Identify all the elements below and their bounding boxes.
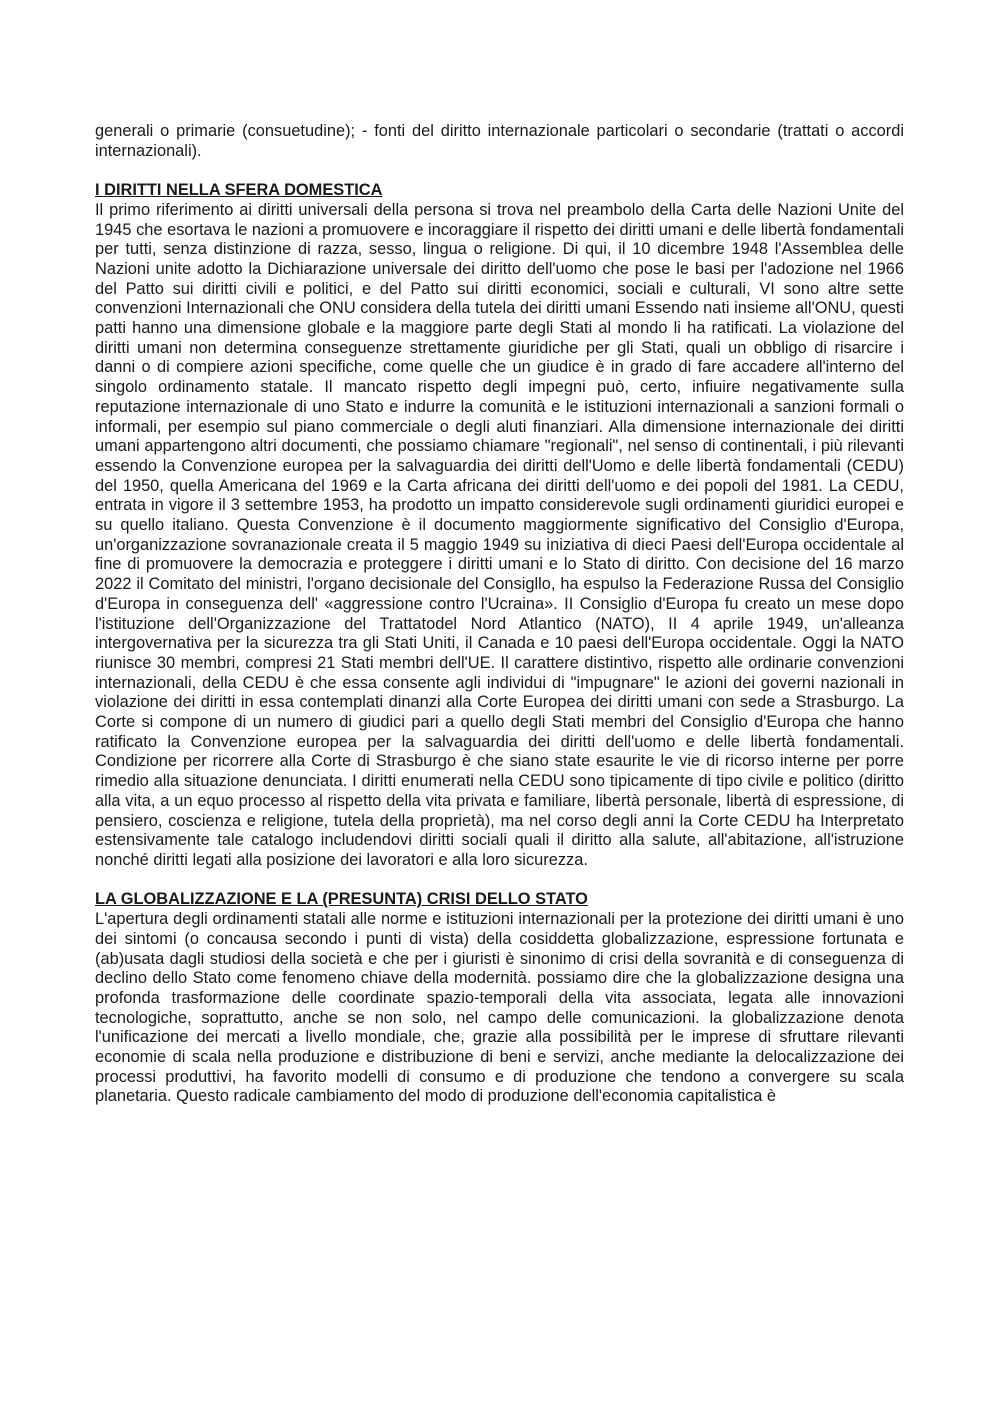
intro-paragraph: generali o primarie (consuetudine); - fonti del diritto internazionale particolari o secondarie (trattati o accordi internazionali). bbox=[95, 122, 904, 160]
section-heading-globalizzazione: LA GLOBALIZZAZIONE E LA (PRESUNTA) CRISI DELLO STATO bbox=[95, 890, 588, 909]
section-body-globalizzazione: L'apertura degli ordinamenti statali alle norme e istituzioni internazionali per la protezione dei diritti umani è uno dei sintomi (o concausa secondo i punti di vista) della cosiddetta globalizzazione, espressione fortunata e (ab)usata dagli studiosi della società e che per i giuristi è sinonimo di crisi della sovranità e di conseguenza di declino dello Stato come fenomeno chiave della modernità. possiamo dire che la globalizzazione designa una profonda trasformazione delle coordinate spazio-temporali della vita associata, legata alle innovazioni tecnologiche, soprattutto, anche se non solo, nel campo delle comunicazioni. la globalizzazione denota l'unificazione dei mercati a livello mondiale, che, grazie alla possibilità per le imprese di sfruttare rilevanti economie di scala nella produzione e distribuzione di beni e servizi, anche mediante la delocalizzazione dei processi produttivi, ha favorito modelli di consumo e di produzione che tendono a convergere su scala planetaria. Questo radicale cambiamento del modo di produzione dell'economia capitalistica è bbox=[95, 910, 904, 1106]
section-heading-diritti-sfera-domestica: I DIRITTI NELLA SFERA DOMESTICA bbox=[95, 181, 383, 200]
section-body-diritti-sfera-domestica: Il primo riferimento ai diritti universali della persona si trova nel preambolo della Carta delle Nazioni Unite del 1945 che esortava le nazioni a promuovere e incoraggiare il rispetto dei diritti umani e delle libertà fondamentali per tutti, senza distinzione di razza, sesso, lingua o religione. Di qui, il 10 dicembre 1948 l'Assemblea delle Nazioni unite adotto la Dichiarazione universale dei diritto dell'uomo che pose le basi per l'adozione nel 1966 del Patto sui diritti civili e politici, e del Patto sui diritti economici, sociali e culturali, VI sono altre sette convenzioni Internazionali che ONU considera della tutela dei diritti umani Essendo nati insieme all'ONU, questi patti hanno una dimensione globale e la maggiore parte degli Stati al mondo li ha ratificati. La violazione del diritti umani non determina conseguenze strettamente giuridiche per gli Stati, quali un obbligo di risarcire i danni o di compiere azioni specifiche, come quelle che un giudice è in grado di fare accadere all'interno del singolo ordinamento statale. Il mancato rispetto degli impegni può, certo, infiuire negativamente sulla reputazione internazionale di uno Stato e indurre la comunità e le istituzioni internazionali a sanzioni formali o informali, per esempio sul piano commerciale o degli aluti finanziari. Alla dimensione internazionale dei diritti umani appartengono altri documenti, che possiamo chiamare "regionali", nel senso di continentali, i più rilevanti essendo la Convenzione europea per la salvaguardia dei diritti dell'Uomo e delle libertà fondamentali (CEDU) del 1950, quella Americana del 1969 e la Carta africana dei diritti dell'uomo e dei popoli del 1981. La CEDU, entrata in vigore il 3 settembre 1953, ha prodotto un impatto considerevole sugli ordinamenti giuridici europei e su quello italiano. Questa Convenzione è il documento maggiormente significativo del Consiglio d'Europa, un'organizzazione sovranazionale creata il 5 maggio 1949 su iniziativa di dieci Paesi dell'Europa occidentale al fine di promuovere la democrazia e proteggere i diritti umani e lo Stato di diritto. Con decisione del 16 marzo 2022 il Comitato del ministri, l'organo decisionale del Consigllo, ha espulso la Federazione Russa del Consiglio d'Europa in conseguenza dell' «aggressione contro l'Ucraina». II Consiglio d'Europa fu creato un mese dopo l'istituzione dell'Organizzazione del Trattatodel Nord Atlantico (NATO), II 4 aprile 1949, un'alleanza intergovernativa per la sicurezza tra gli Stati Uniti, il Canada e 10 paesi dell'Europa occidentale. Oggi la NATO riunisce 30 membri, compresi 21 Stati membri dell'UE. Il carattere distintivo, rispetto alle ordinarie convenzioni internazionali, della CEDU è che essa consente agli individui di "impugnare" le azioni dei governi nazionali in violazione dei diritti in essa contemplati dinanzi alla Corte Europea dei diritti umani con sede a Strasburgo. La Corte si compone di un numero di giudici pari a quello degli Stati membri del Consiglio d'Europa che hanno ratificato la Convenzione europea per la salvaguardia dei diritti dell'uomo e delle libertà fondamentali. Condizione per ricorrere alla Corte di Strasburgo è che siano state esaurite le vie di ricorso interne per porre rimedio alla situazione denunciata. I diritti enumerati nella CEDU sono tipicamente di tipo civile e politico (diritto alla vita, a un equo processo al rispetto della vita privata e familiare, libertà personale, libertà di espressione, di pensiero, coscienza e religione, tutela della proprietà), ma nel corso degli anni la Corte CEDU ha Interpretato estensivamente tale catalogo includendovi diritti sociali quali il diritto alla salute, all'abitazione, all'istruzione nonché diritti legati alla posizione dei lavoratori e alla loro sicurezza. bbox=[95, 200, 904, 869]
paragraph-spacer bbox=[95, 871, 904, 891]
paragraph-spacer bbox=[95, 161, 904, 181]
document-page bbox=[95, 122, 904, 1107]
